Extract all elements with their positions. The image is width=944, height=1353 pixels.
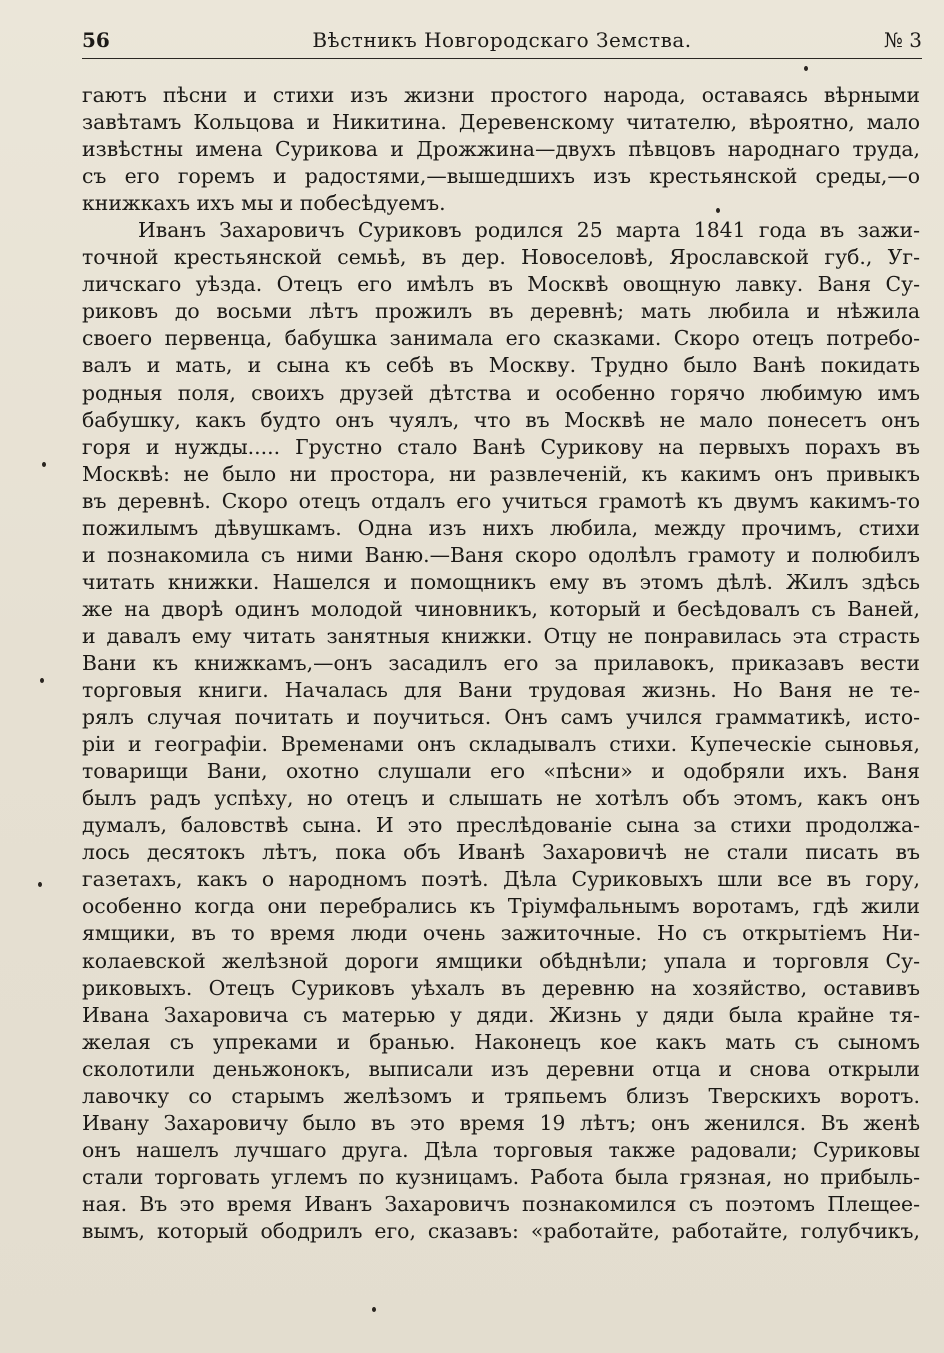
running-title: Вѣстникъ Новгородскаго Земства. [312, 28, 692, 52]
text-line: валъ и мать, и сына къ себѣ въ Москву. Трудно было Ванѣ покидать [82, 353, 920, 378]
text-line: желая съ упреками и бранью. Наконецъ кое какъ мать съ сыномъ [82, 1029, 920, 1054]
paragraph-start-line: Иванъ Захаровичъ Суриковъ родился 25 марта 1841 года въ зажи- [138, 218, 920, 243]
ink-speck [372, 1307, 376, 1312]
page-number: 56 [82, 28, 110, 52]
text-line: риковъ до восьми лѣтъ прожилъ въ деревнѣ; мать любила и нѣжила [82, 299, 920, 324]
text-line: риковыхъ. Отецъ Суриковъ уѣхалъ въ деревню на хозяйство, оставивъ [82, 975, 920, 1000]
text-line: горя и нужды..... Грустно стало Ванѣ Сурикову на первыхъ порахъ въ [82, 434, 920, 459]
text-line: рялъ случая почитать и поучиться. Онъ самъ учился грамматикѣ, исто- [82, 705, 920, 730]
text-line: газетахъ, какъ о народномъ поэтѣ. Дѣла Суриковыхъ шли все въ гору, [82, 867, 920, 892]
text-line: личскаго уѣзда. Отецъ его имѣлъ въ Москвѣ овощную лавку. Ваня Су- [82, 272, 920, 297]
text-line: онъ нашелъ лучшаго друга. Дѣла торговыя также радовали; Суриковы [82, 1137, 920, 1162]
text-line: Ивану Захаровичу было въ это время 19 лѣтъ; онъ женился. Въ женѣ [82, 1110, 920, 1135]
text-line: стали торговать углемъ по кузницамъ. Работа была грязная, но прибыль- [82, 1164, 920, 1189]
ink-speck [42, 462, 46, 467]
text-line: былъ радъ успѣху, но отецъ и слышать не хотѣлъ объ этомъ, какъ онъ [82, 786, 920, 811]
text-line: и давалъ ему читать занятныя книжки. Отцу не понравилась эта страсть [82, 623, 920, 648]
text-line: сколотили деньжонокъ, выписали изъ деревни отца и снова открыли [82, 1056, 920, 1081]
text-line: читать книжки. Нашелся и помощникъ ему въ этомъ дѣлѣ. Жилъ здѣсь [82, 569, 920, 594]
text-line: особенно когда они перебрались къ Тріумфальнымъ воротамъ, гдѣ жили [82, 894, 920, 919]
text-line: гаютъ пѣсни и стихи изъ жизни простого народа, оставаясь вѣрными [82, 83, 920, 107]
body-text [82, 82, 920, 1245]
text-line: пожилымъ дѣвушкамъ. Одна изъ нихъ любила, между прочимъ, стихи [82, 515, 920, 540]
text-line: Ивана Захаровича съ матерью у дяди. Жизнь у дяди была крайне тя- [82, 1002, 920, 1027]
text-line: своего первенца, бабушка занимала его сказками. Скоро отецъ потребо- [82, 326, 920, 351]
header-rule [82, 58, 922, 59]
text-line: завѣтамъ Кольцова и Никитина. Деревенскому читателю, вѣроятно, мало [82, 110, 920, 135]
text-line: вымъ, который ободрилъ его, сказавъ: «работайте, работайте, голубчикъ, [82, 1218, 920, 1243]
text-line: точной крестьянской семьѣ, въ дер. Новоселовѣ, Ярославской губ., Уг- [82, 245, 920, 270]
text-line: бабушку, какъ будто онъ чуялъ, что въ Москвѣ не мало понесетъ онъ [82, 407, 920, 432]
text-line: ріи и географіи. Временами онъ складывалъ стихи. Купеческіе сыновья, [82, 732, 920, 757]
text-line: и познакомила съ ними Ваню.—Ваня скоро одолѣлъ грамоту и полюбилъ [82, 542, 920, 567]
text-line: родныя поля, своихъ друзей дѣтства и особенно горячо любимую имъ [82, 380, 920, 405]
text-line: книжкахъ ихъ мы и побесѣдуемъ. [82, 191, 446, 216]
text-line: лось десятокъ лѣтъ, пока объ Иванѣ Захаровичѣ не стали писать въ [82, 840, 920, 865]
ink-speck [40, 678, 44, 683]
issue-number: № 3 [883, 28, 922, 52]
text-line: извѣстны имена Сурикова и Дрожжина—двухъ пѣвцовъ народнаго труда, [82, 137, 920, 162]
text-line: лавочку со старымъ желѣзомъ и тряпьемъ близъ Тверскихъ воротъ. [82, 1083, 920, 1108]
ink-speck [804, 66, 808, 71]
text-line: съ его горемъ и радостями,—вышедшихъ изъ крестьянской среды,—о [82, 164, 920, 189]
text-line: Вани къ книжкамъ,—онъ засадилъ его за прилавокъ, приказавъ вести [82, 650, 920, 675]
ink-speck [38, 882, 42, 887]
text-line: ная. Въ это время Иванъ Захаровичъ познакомился съ поэтомъ Плещее- [82, 1191, 920, 1216]
text-line: въ деревнѣ. Скоро отецъ отдалъ его учиться грамотѣ къ двумъ какимъ-то [82, 488, 920, 513]
text-line: ямщики, въ то время люди очень зажиточные. Но съ открытіемъ Ни- [82, 921, 920, 946]
ink-speck [716, 208, 720, 213]
running-header [82, 28, 922, 56]
text-line: товарищи Вани, охотно слушали его «пѣсни» и одобряли ихъ. Ваня [82, 759, 920, 784]
text-line: Москвѣ: не было ни простора, ни развлеченій, къ какимъ онъ привыкъ [82, 461, 920, 486]
text-line: же на дворѣ одинъ молодой чиновникъ, который и бесѣдовалъ съ Ваней, [82, 596, 920, 621]
text-line: торговыя книги. Началась для Вани трудовая жизнь. Но Ваня не те- [82, 678, 920, 703]
text-line: думалъ, баловствѣ сына. И это преслѣдованіе сына за стихи продолжа- [82, 813, 920, 838]
text-line: колаевской желѣзной дороги ямщики обѣднѣли; упала и торговля Су- [82, 948, 920, 973]
